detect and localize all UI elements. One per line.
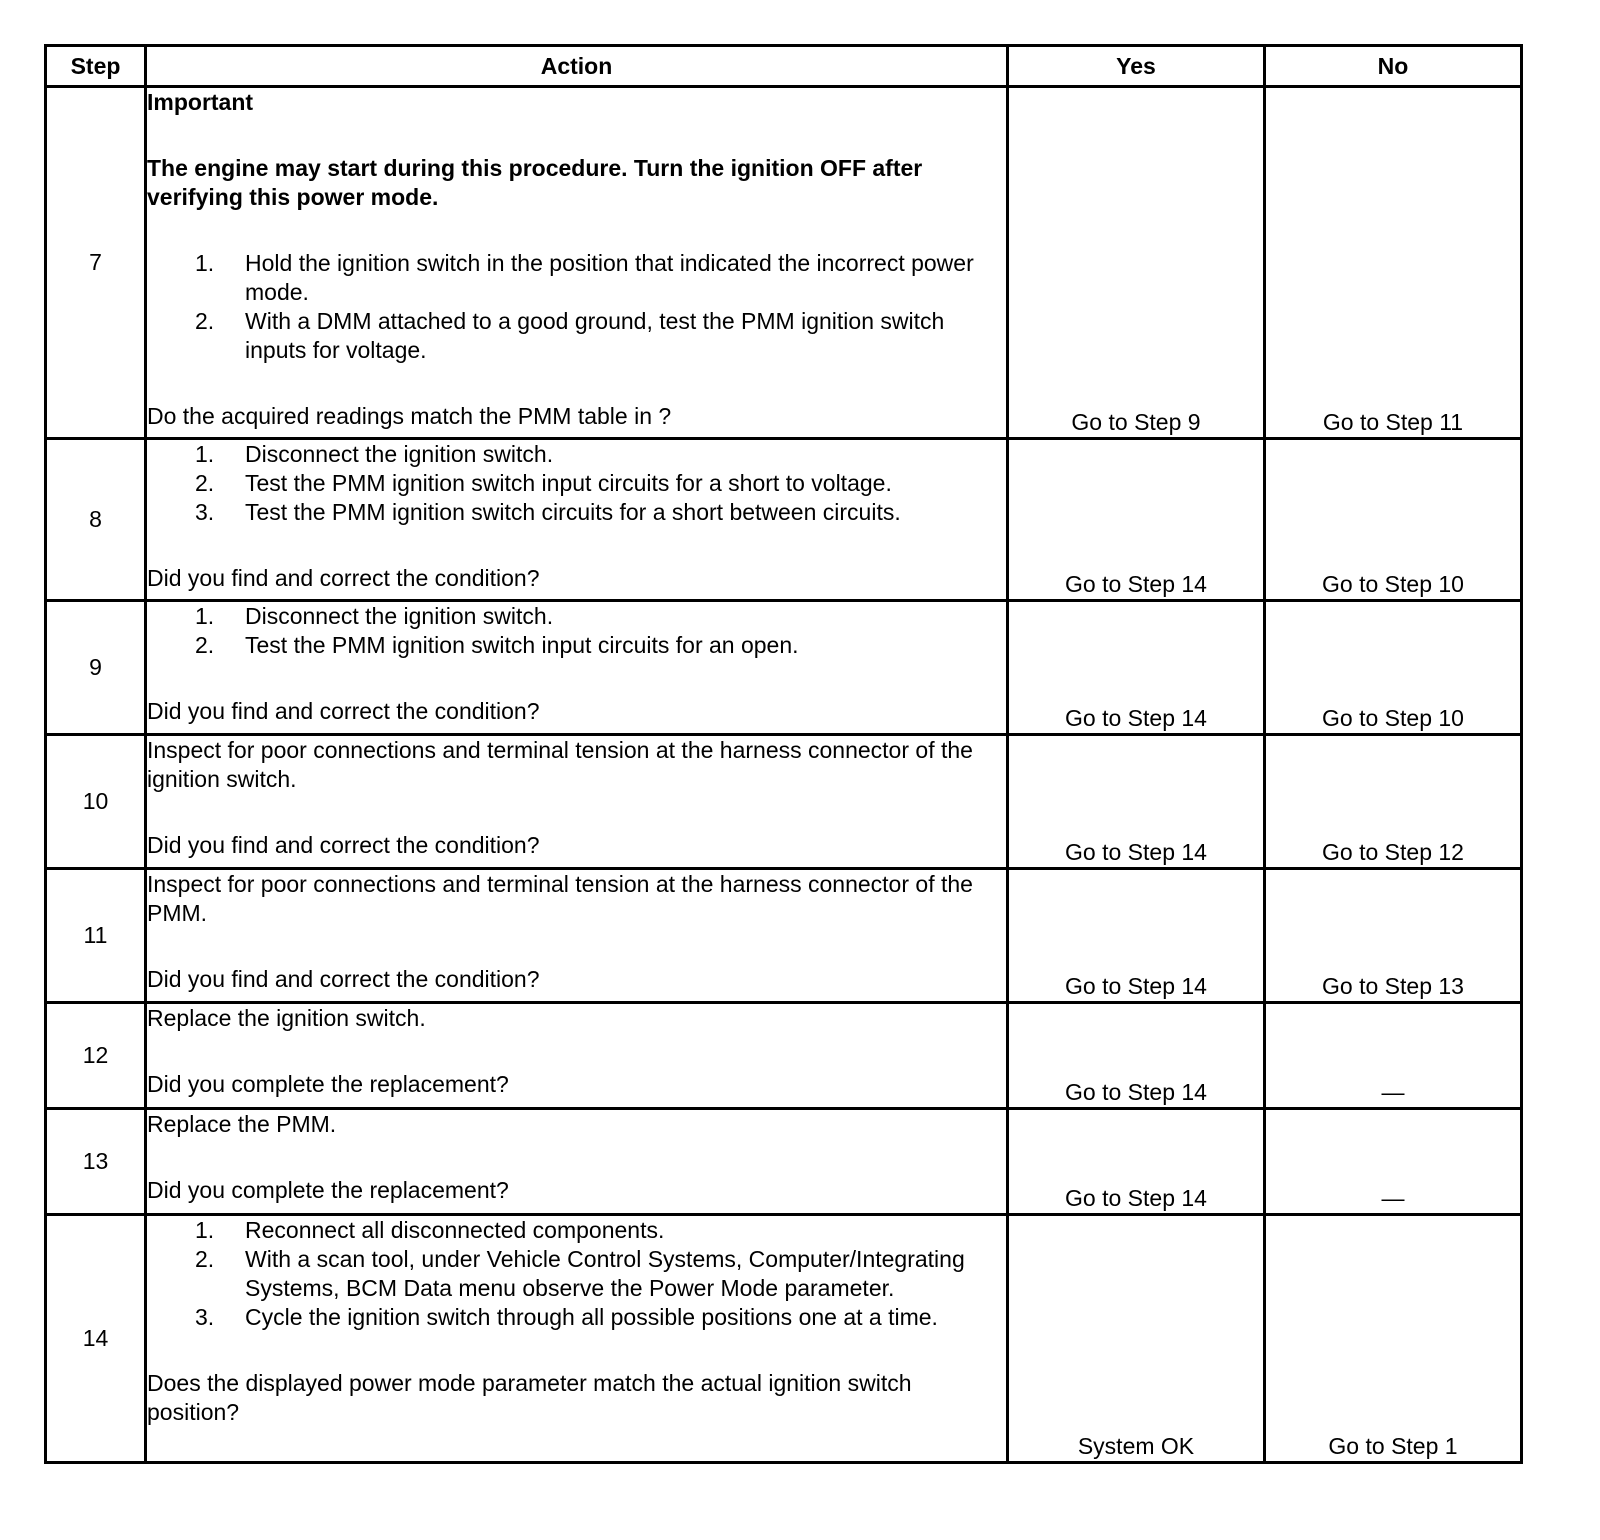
important-text: The engine may start during this procedure. Turn the ignition OFF after verifying this power mode. [147,155,923,210]
table-row [46,1215,1522,1463]
yes-result: Go to Step 9 [1008,87,1265,439]
yes-result: Go to Step 14 [1008,439,1265,601]
action-list [147,1216,1006,1332]
question-text: Do the acquired readings match the PMM table in ? [147,403,672,429]
list-item [147,631,1006,660]
yes-result: Go to Step 14 [1008,1003,1265,1109]
no-result: Go to Step 10 [1265,439,1522,601]
list-number: 2. [195,1246,215,1272]
question-text: Did you find and correct the condition? [147,966,540,992]
list-number: 2. [195,470,215,496]
list-number: 2. [195,308,215,334]
action-cell [146,439,1008,601]
question-text: Did you find and correct the condition? [147,698,540,724]
list-item [147,440,1006,469]
action-text: Replace the PMM. [147,1111,337,1137]
list-item [147,469,1006,498]
action-cell [146,1003,1008,1109]
yes-result: Go to Step 14 [1008,601,1265,735]
action-cell [146,869,1008,1003]
list-number: 3. [195,1304,215,1330]
action-cell [146,735,1008,869]
no-result: — [1265,1109,1522,1215]
list-item [147,307,1006,365]
action-cell [146,601,1008,735]
header-yes: Yes [1008,46,1265,87]
table-row [46,1003,1522,1109]
no-result: Go to Step 13 [1265,869,1522,1003]
action-list [147,602,1006,660]
list-number: 1. [195,1217,215,1243]
list-number: 1. [195,603,215,629]
question-text: Does the displayed power mode parameter match the actual ignition switch position? [147,1370,912,1425]
diagnostic-table [44,44,1523,1464]
list-text: Cycle the ignition switch through all possible positions one at a time. [245,1304,938,1330]
list-number: 1. [195,250,215,276]
step-number: 14 [46,1215,146,1463]
action-list [147,440,1006,527]
yes-result: Go to Step 14 [1008,869,1265,1003]
list-text: Disconnect the ignition switch. [245,441,554,467]
action-list [147,249,1006,365]
yes-result: Go to Step 14 [1008,735,1265,869]
important-label: Important [147,89,254,115]
list-item [147,602,1006,631]
list-number: 1. [195,441,215,467]
list-item [147,1303,1006,1332]
step-number: 10 [46,735,146,869]
step-number: 7 [46,87,146,439]
step-number: 12 [46,1003,146,1109]
no-result: Go to Step 10 [1265,601,1522,735]
step-number: 8 [46,439,146,601]
action-cell [146,1215,1008,1463]
header-row [46,46,1522,87]
header-action: Action [146,46,1008,87]
question-text: Did you complete the replacement? [147,1071,509,1097]
table-row [46,601,1522,735]
action-text: Inspect for poor connections and terminal tension at the harness connector of the ignition switch. [147,737,973,792]
list-item [147,1245,1006,1303]
header-step: Step [46,46,146,87]
table-row [46,1109,1522,1215]
table-row [46,869,1522,1003]
list-text: With a scan tool, under Vehicle Control Systems, Computer/Integrating Systems, BCM Data menu observe the Power Mode parameter. [245,1246,965,1301]
table-row [46,735,1522,869]
action-cell [146,1109,1008,1215]
action-text: Replace the ignition switch. [147,1005,426,1031]
list-text: With a DMM attached to a good ground, test the PMM ignition switch inputs for voltage. [245,308,945,363]
table-row [46,87,1522,439]
yes-result: Go to Step 14 [1008,1109,1265,1215]
question-text: Did you complete the replacement? [147,1177,509,1203]
list-text: Reconnect all disconnected components. [245,1217,665,1243]
step-number: 13 [46,1109,146,1215]
action-text: Inspect for poor connections and terminal tension at the harness connector of the PMM. [147,871,973,926]
list-text: Test the PMM ignition switch input circuits for a short to voltage. [245,470,892,496]
action-cell [146,87,1008,439]
no-result: Go to Step 11 [1265,87,1522,439]
question-text: Did you find and correct the condition? [147,832,540,858]
list-text: Hold the ignition switch in the position that indicated the incorrect power mode. [245,250,974,305]
list-text: Test the PMM ignition switch input circuits for an open. [245,632,799,658]
no-result: Go to Step 12 [1265,735,1522,869]
header-no: No [1265,46,1522,87]
no-result: — [1265,1003,1522,1109]
list-item [147,498,1006,527]
list-item [147,249,1006,307]
yes-result: System OK [1008,1215,1265,1463]
list-number: 3. [195,499,215,525]
list-number: 2. [195,632,215,658]
list-item [147,1216,1006,1245]
step-number: 9 [46,601,146,735]
table-row [46,439,1522,601]
step-number: 11 [46,869,146,1003]
list-text: Test the PMM ignition switch circuits for a short between circuits. [245,499,901,525]
no-result: Go to Step 1 [1265,1215,1522,1463]
question-text: Did you find and correct the condition? [147,565,540,591]
list-text: Disconnect the ignition switch. [245,603,554,629]
